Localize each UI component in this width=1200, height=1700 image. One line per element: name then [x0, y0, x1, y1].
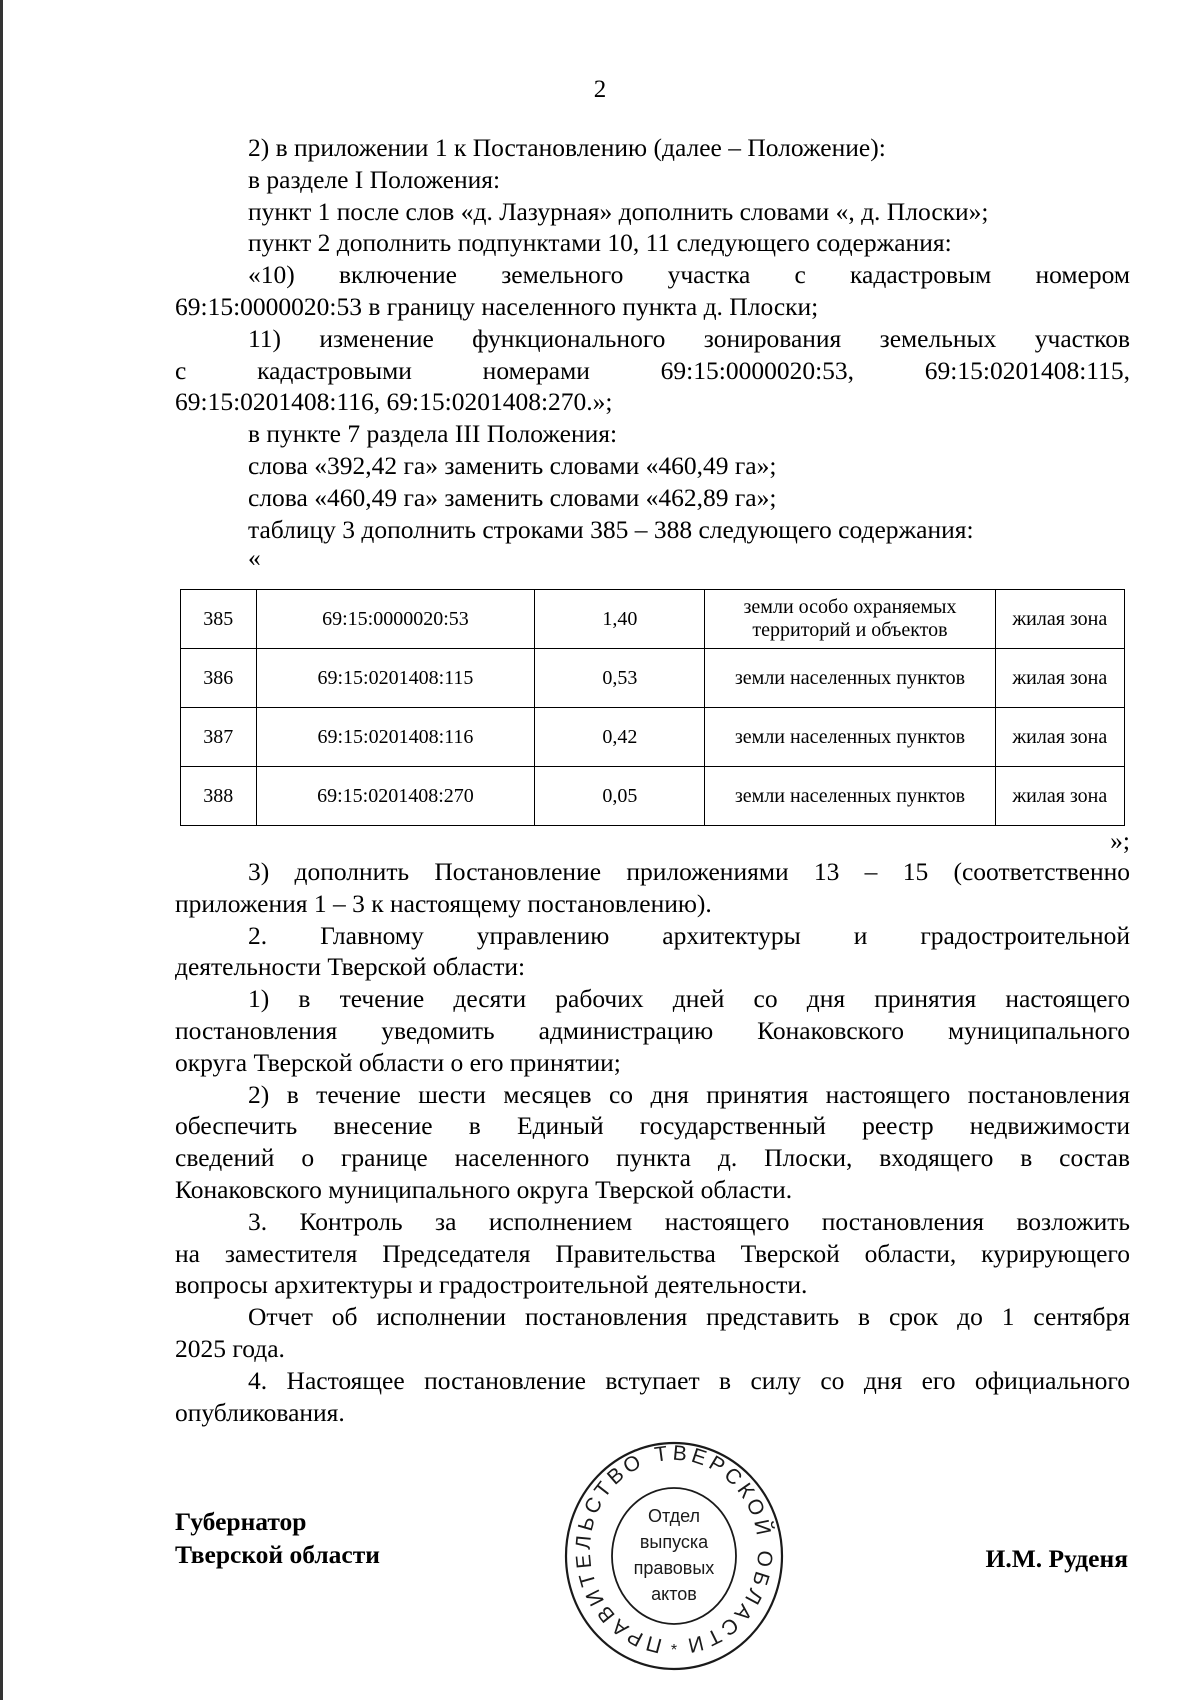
- seal-center-text: [634, 1506, 715, 1604]
- paragraph-line: на заместителя Председателя Правительства Тверской области, курирующего: [175, 1238, 1130, 1268]
- paragraph-line: сведений о границе населенного пункта д. Плоски, входящего в состав: [175, 1143, 1130, 1173]
- paragraph-line: 2) в течение шести месяцев со дня принятия настоящего постановления: [248, 1079, 1130, 1109]
- signature-name: И.М. Руденя: [985, 1544, 1128, 1573]
- paragraph-line: таблицу 3 дополнить строками 385 – 388 следующего содержания:: [248, 514, 974, 544]
- paragraph-line: в разделе I Положения:: [248, 164, 501, 194]
- row-number-cell: 386: [181, 649, 257, 708]
- area-ha-cell: 0,05: [535, 767, 705, 826]
- area-ha-cell: 0,53: [535, 649, 705, 708]
- area-ha-cell: 1,40: [535, 590, 705, 649]
- area-ha-cell: 0,42: [535, 708, 705, 767]
- seal-center-line: актов: [651, 1584, 697, 1604]
- paragraph-line: 2. Главному управлению архитектуры и градостроительной: [248, 920, 1130, 950]
- paragraph-line: «10) включение земельного участка с кадастровым номером: [248, 260, 1130, 290]
- paragraph-line: 3) дополнить Постановление приложениями 13 – 15 (соответственно: [248, 857, 1130, 886]
- paragraph-line: в пункте 7 раздела III Положения:: [248, 419, 618, 449]
- text-block-main: [175, 826, 1130, 1428]
- official-seal: [563, 1440, 785, 1672]
- paragraph-line: опубликования.: [175, 1397, 345, 1427]
- land-plots-table: [180, 589, 1125, 826]
- land-category-cell: земли особо охраняемых территорий и объектов: [705, 590, 995, 649]
- cadastral-number-cell: 69:15:0201408:115: [256, 649, 535, 708]
- opening-quote: «: [248, 543, 261, 573]
- paragraph-line: с кадастровыми номерами 69:15:0000020:53, 69:15:0201408:115,: [175, 355, 1130, 385]
- paragraph-line: 3. Контроль за исполнением настоящего постановления возложить: [248, 1206, 1130, 1236]
- paragraph-line: приложения 1 – 3 к настоящему постановлению).: [175, 888, 712, 918]
- text-block-paragraphs: [175, 856, 1130, 1428]
- functional-zone-cell: жилая зона: [995, 708, 1124, 767]
- land-category-cell: земли населенных пунктов: [705, 767, 995, 826]
- paragraph-line: постановления уведомить администрацию Конаковского муниципального: [175, 1015, 1130, 1045]
- land-category-cell: земли населенных пунктов: [705, 649, 995, 708]
- paragraph-line: пункт 2 дополнить подпунктами 10, 11 следующего содержания:: [248, 228, 952, 258]
- seal-star: *: [670, 1642, 678, 1659]
- paragraph-line: округа Тверской области о его принятии;: [175, 1047, 621, 1077]
- paragraph-line: слова «460,49 га» заменить словами «462,89 га»;: [248, 482, 777, 512]
- seal-center-line: выпуска: [639, 1532, 709, 1552]
- paragraph-line: Отчет об исполнении постановления представить в срок до 1 сентября: [248, 1302, 1130, 1332]
- seal-center-line: Отдел: [647, 1506, 701, 1526]
- cadastral-number-cell: 69:15:0201408:270: [256, 767, 535, 826]
- paragraph-line: 69:15:0000020:53 в границу населенного пункта д. Плоски;: [175, 291, 819, 321]
- table-row: [181, 708, 1125, 767]
- cadastral-number-cell: 69:15:0000020:53: [256, 590, 535, 649]
- paragraph-line: вопросы архитектуры и градостроительной деятельности.: [175, 1270, 808, 1300]
- cadastral-number-cell: 69:15:0201408:116: [256, 708, 535, 767]
- land-category-cell: земли населенных пунктов: [705, 708, 995, 767]
- row-number-cell: 387: [181, 708, 257, 767]
- paragraph-line: деятельности Тверской области:: [175, 952, 526, 982]
- signature-title-line2: Тверской области: [175, 1540, 380, 1569]
- scan-edge: [0, 0, 3, 1700]
- table-row: [181, 590, 1125, 649]
- seal-center-line: правовых: [633, 1558, 715, 1578]
- paragraph-line: 11) изменение функционального зонирования земельных участков: [248, 323, 1130, 353]
- paragraph-line: 2025 года.: [175, 1333, 285, 1363]
- functional-zone-cell: жилая зона: [995, 649, 1124, 708]
- table-row: [181, 649, 1125, 708]
- closing-quote: »;: [1110, 826, 1130, 855]
- page-number: 2: [593, 76, 607, 103]
- signature-title-line1: Губернатор: [175, 1507, 307, 1536]
- paragraph-line: 2) в приложении 1 к Постановлению (далее – Положение):: [248, 133, 886, 162]
- table-row: [181, 767, 1125, 826]
- text-block-amendments: [175, 132, 1130, 571]
- paragraph-line: 69:15:0201408:116, 69:15:0201408:270.»;: [175, 387, 613, 417]
- paragraph-line: слова «392,42 га» заменить словами «460,49 га»;: [248, 450, 777, 480]
- functional-zone-cell: жилая зона: [995, 767, 1124, 826]
- paragraph-line: Конаковского муниципального округа Тверской области.: [175, 1174, 793, 1204]
- row-number-cell: 388: [181, 767, 257, 826]
- paragraph-line: обеспечить внесение в Единый государственный реестр недвижимости: [175, 1111, 1130, 1141]
- paragraph-line: 4. Настоящее постановление вступает в силу со дня его официального: [248, 1365, 1130, 1395]
- paragraph-line: пункт 1 после слов «д. Лазурная» дополнить словами «, д. Плоски»;: [248, 196, 989, 226]
- seal-ring-text: ПРАВИТЕЛЬСТВО ТВЕРСКОЙ ОБЛАСТИ: [571, 1441, 777, 1658]
- functional-zone-cell: жилая зона: [995, 590, 1124, 649]
- paragraph-line: 1) в течение десяти рабочих дней со дня принятия настоящего: [248, 984, 1130, 1014]
- signature-title: [175, 1505, 380, 1571]
- row-number-cell: 385: [181, 590, 257, 649]
